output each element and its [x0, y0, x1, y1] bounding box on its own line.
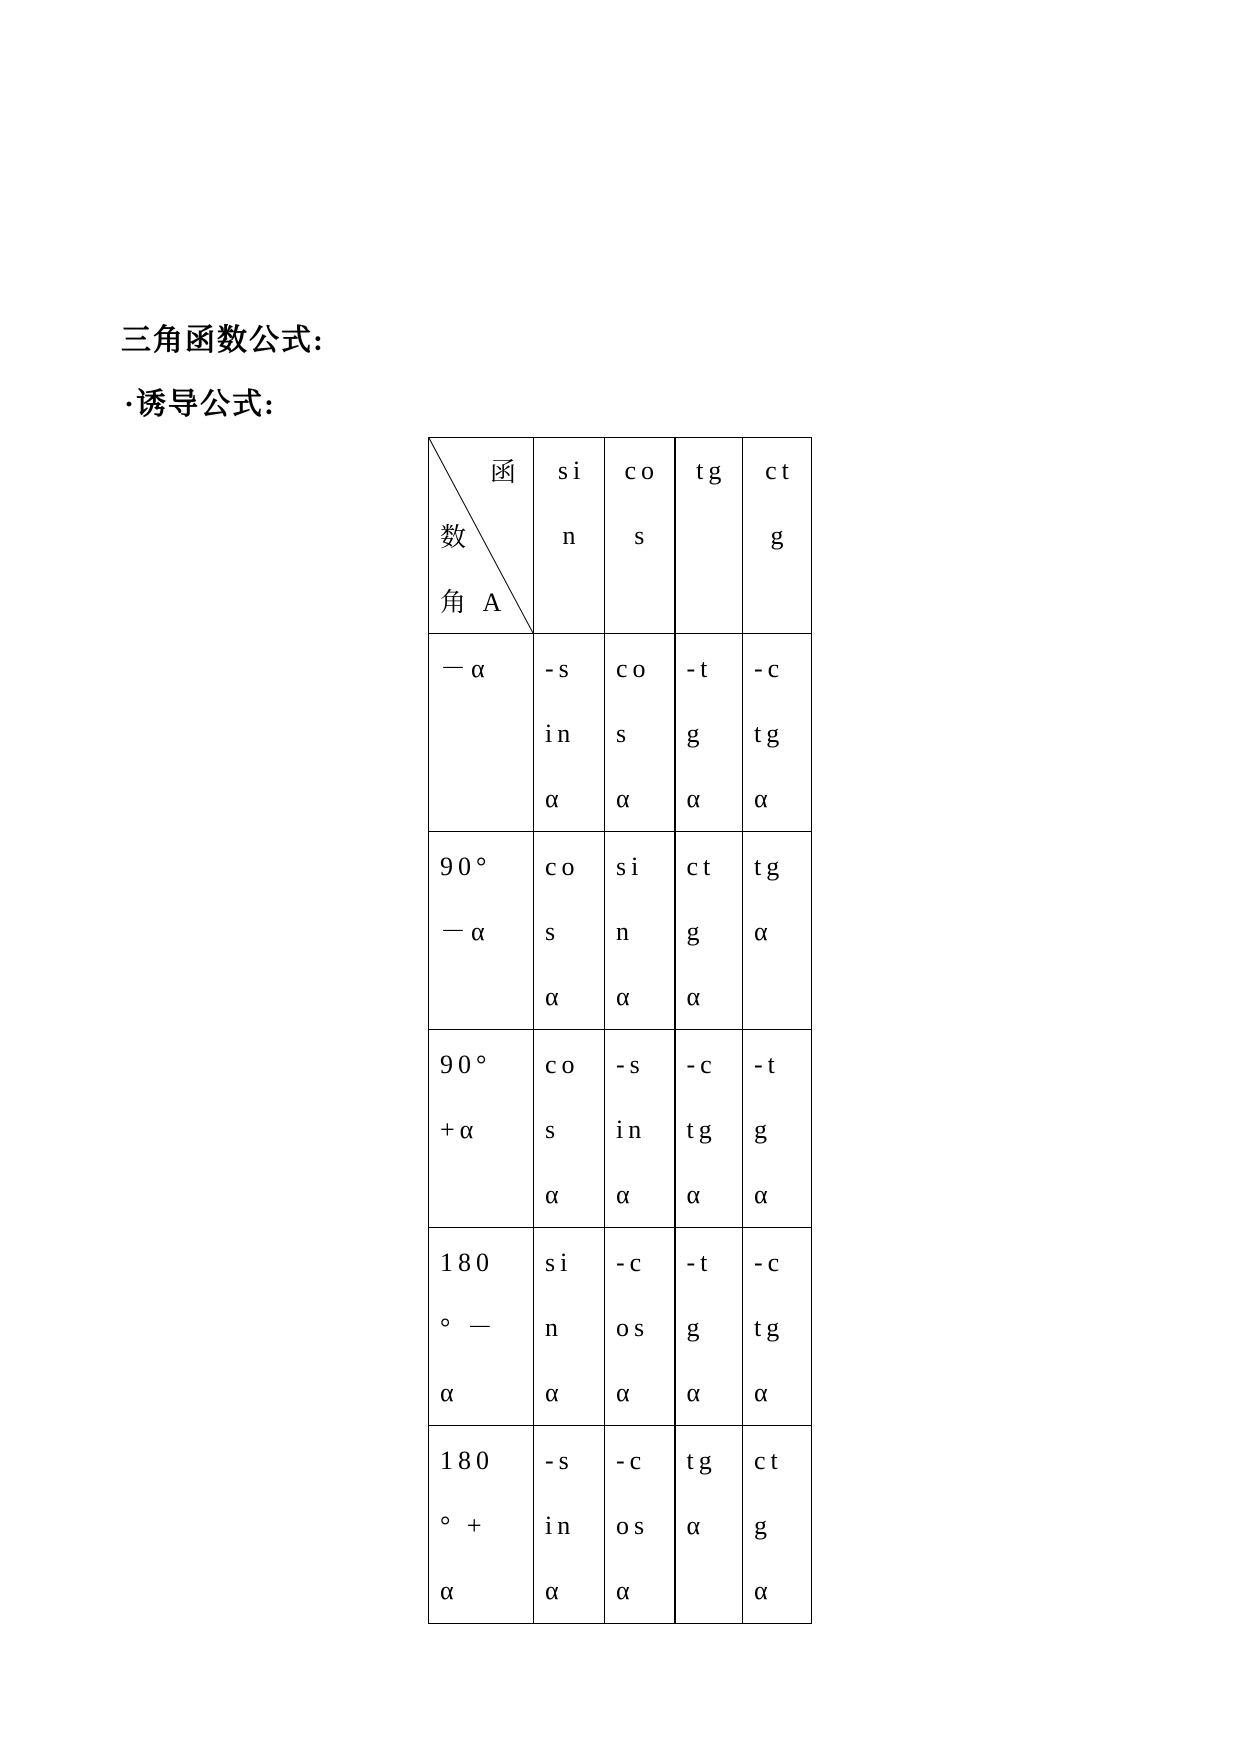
cell-line: α	[686, 1511, 706, 1540]
sin-cell	[534, 634, 605, 832]
cell-line: ° +	[440, 1511, 487, 1540]
cell-line: tg	[754, 719, 785, 748]
cell-line: -c	[616, 1446, 647, 1475]
cell-line: α	[545, 982, 564, 1011]
tg-cell	[675, 634, 743, 832]
ctg-cell	[743, 1426, 812, 1624]
cos-cell	[605, 634, 675, 832]
cell-line: －α	[440, 654, 490, 683]
corner-cell	[429, 438, 534, 634]
cell-line: α	[616, 1180, 635, 1209]
cell-line: -t	[686, 1248, 713, 1277]
cell-line: tg	[754, 852, 785, 881]
cell-line: -s	[545, 654, 574, 683]
header-line: ct	[765, 456, 794, 485]
cell-line: α	[754, 784, 773, 813]
angle-cell	[429, 1426, 534, 1624]
cos-cell	[605, 832, 675, 1030]
cell-line: α	[616, 784, 635, 813]
header-line: si	[557, 456, 586, 485]
angle-cell	[429, 634, 534, 832]
cell-line: g	[754, 1115, 772, 1144]
header-line: co	[624, 456, 660, 485]
cell-line: α	[686, 1180, 706, 1209]
cell-line: α	[754, 1378, 773, 1407]
cell-line: 90°	[440, 1050, 492, 1079]
induction-formula-table	[428, 437, 812, 1624]
cell-line: g	[754, 1511, 772, 1540]
cell-line: os	[616, 1511, 650, 1540]
cell-line: in	[545, 1511, 576, 1540]
cell-line: -s	[545, 1446, 574, 1475]
cell-line: in	[545, 719, 576, 748]
cell-line: g	[686, 917, 705, 946]
header-ctg	[743, 438, 812, 634]
section-title: ·诱导公式:	[124, 388, 276, 421]
cell-line: g	[686, 719, 705, 748]
ctg-cell	[743, 1030, 812, 1228]
cell-line: s	[545, 1115, 561, 1144]
tg-cell	[675, 832, 743, 1030]
cell-line: α	[545, 1576, 564, 1605]
cell-line: ° －	[440, 1313, 498, 1342]
table-row	[429, 634, 812, 832]
header-cos	[605, 438, 675, 634]
sin-cell	[534, 1228, 605, 1426]
cell-line: s	[616, 719, 632, 748]
cell-line: α	[686, 784, 706, 813]
cell-line: n	[545, 1313, 563, 1342]
cos-cell	[605, 1030, 675, 1228]
cell-line: +α	[440, 1115, 479, 1144]
cell-line: -c	[686, 1050, 717, 1079]
cell-line: α	[686, 982, 706, 1011]
cell-line: in	[616, 1115, 647, 1144]
header-tg	[675, 438, 743, 634]
cell-line: α	[616, 1576, 635, 1605]
cell-line: tg	[754, 1313, 785, 1342]
cell-line: -c	[754, 1248, 785, 1277]
corner-function-label-bottom: 数	[440, 523, 472, 552]
header-line: tg	[696, 456, 727, 485]
cell-line: -t	[754, 1050, 780, 1079]
ctg-cell	[743, 832, 812, 1030]
cell-line: 180	[440, 1446, 494, 1475]
cell-line: α	[754, 917, 773, 946]
cos-cell	[605, 1228, 675, 1426]
header-line: s	[634, 521, 650, 550]
cell-line: tg	[686, 1115, 717, 1144]
cell-line: ct	[754, 1446, 783, 1475]
cell-line: co	[616, 654, 651, 683]
table-row	[429, 1030, 812, 1228]
cos-cell	[605, 1426, 675, 1624]
cell-line: -t	[686, 654, 713, 683]
sin-cell	[534, 832, 605, 1030]
corner-function-label-top: 函	[489, 458, 521, 487]
cell-line: 180	[440, 1248, 494, 1277]
angle-cell	[429, 832, 534, 1030]
cell-line: α	[754, 1180, 773, 1209]
cell-line: -c	[754, 654, 785, 683]
cell-line: α	[545, 1180, 564, 1209]
ctg-cell	[743, 634, 812, 832]
page-title: 三角函数公式:	[121, 324, 325, 357]
tg-cell	[675, 1426, 743, 1624]
corner-angle-label: 角 A	[440, 588, 507, 617]
cell-line: co	[545, 1050, 580, 1079]
cell-line: si	[616, 852, 644, 881]
tg-cell	[675, 1228, 743, 1426]
header-line: n	[562, 521, 581, 550]
cell-line: α	[545, 1378, 564, 1407]
cell-line: α	[440, 1378, 459, 1407]
cell-line: －α	[440, 917, 490, 946]
cell-line: α	[754, 1576, 773, 1605]
cell-line: ct	[686, 852, 716, 881]
cell-line: α	[616, 1378, 635, 1407]
cell-line: α	[616, 982, 635, 1011]
cell-line: α	[545, 784, 564, 813]
cell-line: -c	[616, 1248, 647, 1277]
table-row	[429, 1426, 812, 1624]
cell-line: si	[545, 1248, 573, 1277]
ctg-cell	[743, 1228, 812, 1426]
table-header-row	[429, 438, 812, 634]
angle-cell	[429, 1030, 534, 1228]
sin-cell	[534, 1426, 605, 1624]
cell-line: α	[440, 1576, 459, 1605]
cell-line: co	[545, 852, 580, 881]
cell-line: s	[545, 917, 561, 946]
header-sin	[534, 438, 605, 634]
cell-line: os	[616, 1313, 650, 1342]
table-row	[429, 1228, 812, 1426]
cell-line: α	[686, 1378, 706, 1407]
cell-line: n	[616, 917, 634, 946]
tg-cell	[675, 1030, 743, 1228]
cell-line: tg	[686, 1446, 717, 1475]
header-line: g	[770, 521, 789, 550]
cell-line: 90°	[440, 852, 492, 881]
angle-cell	[429, 1228, 534, 1426]
table-row	[429, 832, 812, 1030]
cell-line: g	[686, 1313, 705, 1342]
sin-cell	[534, 1030, 605, 1228]
cell-line: -s	[616, 1050, 645, 1079]
